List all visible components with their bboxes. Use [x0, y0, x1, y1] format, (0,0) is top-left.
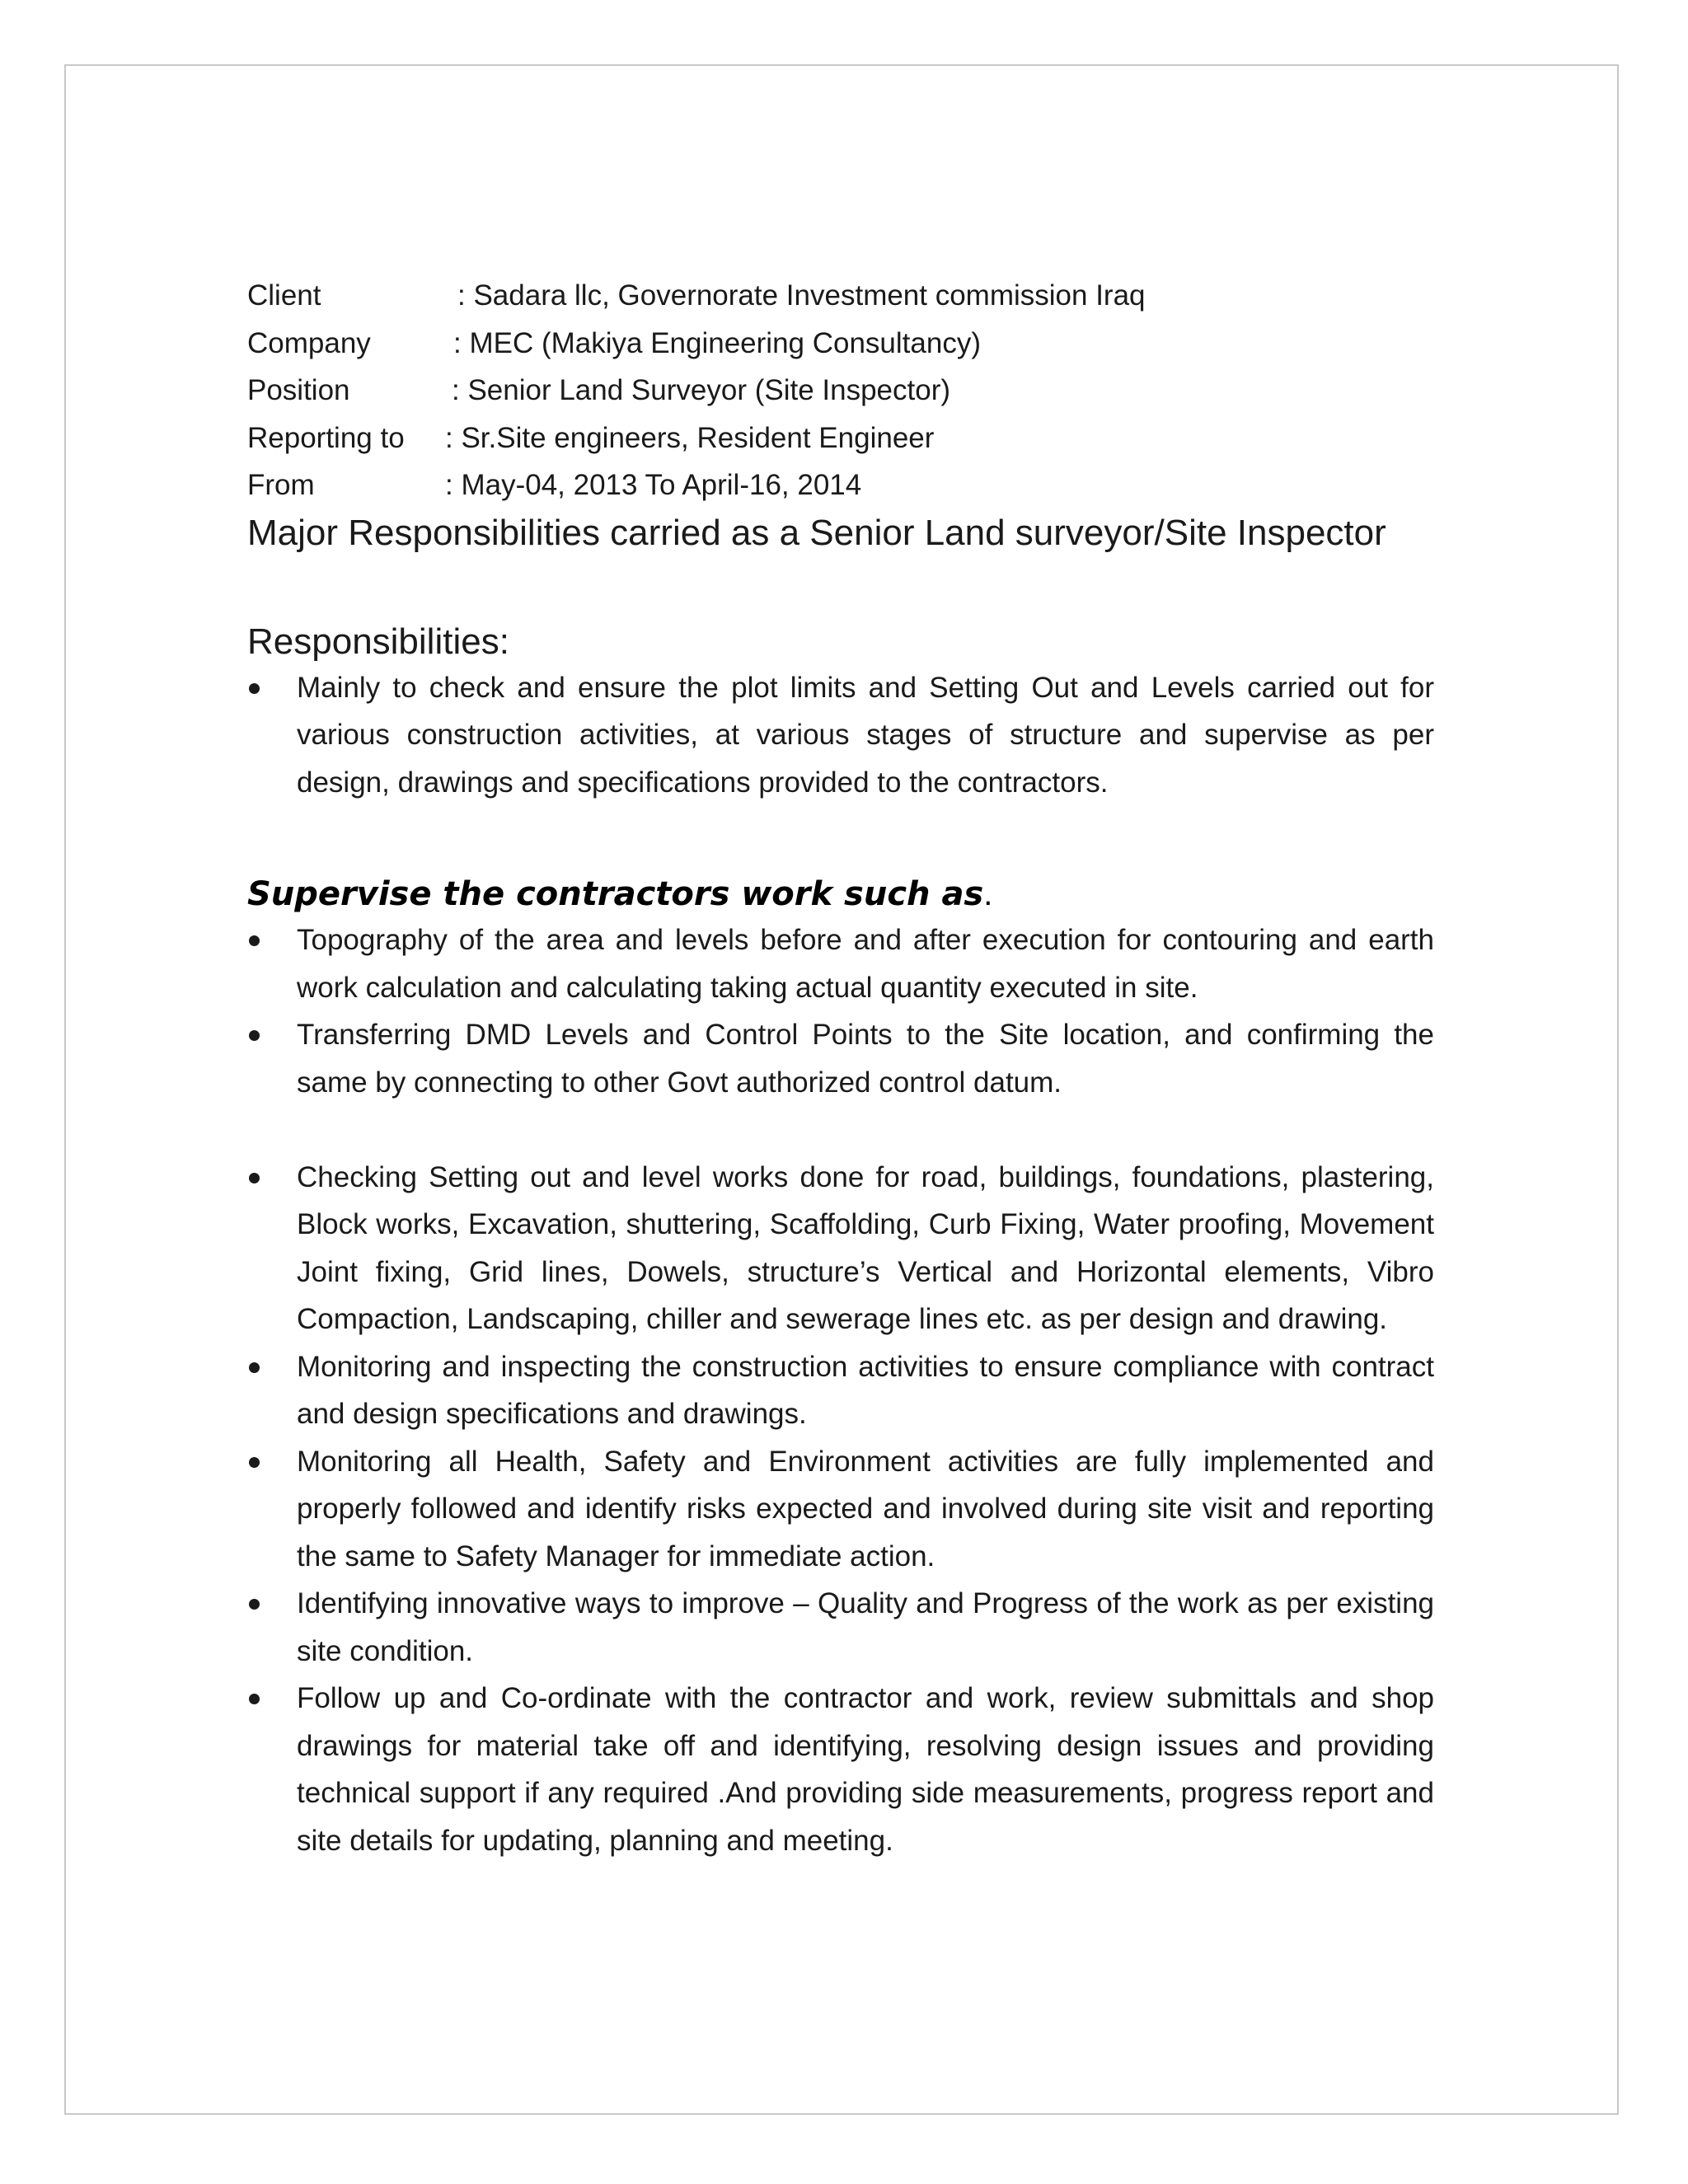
- list-item: [247, 1438, 1434, 1581]
- info-value: : Senior Land Surveyor (Site Inspector): [452, 374, 951, 406]
- bullet-icon: [249, 1457, 260, 1468]
- info-label: Position: [247, 374, 350, 406]
- info-label: From: [247, 469, 315, 501]
- list-item-text: Checking Setting out and level works done for road, buildings, foundations, plastering, Block works, Excavation, shuttering, Scaffolding, Curb Fixing, Water proofing, Movement Joint fixing, Grid lines, Dowels, structure’s Vertical and Horizontal elements, Vibro Compaction, Landscaping, chiller and sewerage lines etc. as per design and drawing.: [297, 1160, 1434, 1335]
- responsibilities-heading: Responsibilities:: [247, 621, 509, 662]
- info-label: Client: [247, 279, 321, 312]
- info-row-client: [247, 272, 1434, 320]
- info-label: Reporting to: [247, 421, 405, 454]
- list-item-text: Follow up and Co-ordinate with the contractor and work, review submittals and shop drawings for material take off and identifying, resolving design issues and providing technical support if any required .And providing side measurements, progress report and site details for updating, planning and meeting.: [297, 1682, 1434, 1857]
- list-item: [247, 1580, 1434, 1675]
- list-item-text: Transferring DMD Levels and Control Points to the Site location, and confirming the same by connecting to other Govt authorized control datum.: [297, 1019, 1434, 1099]
- info-row-reporting-to: [247, 415, 1434, 462]
- info-value: : Sr.Site engineers, Resident Engineer: [445, 421, 935, 454]
- supervise-list: [247, 916, 1434, 1106]
- list-item: [247, 1154, 1434, 1343]
- list-item-text: Mainly to check and ensure the plot limits and Setting Out and Levels carried out for various construction activities, at various stages of structure and supervise as per design, drawings and specifications provided to the contractors.: [297, 671, 1434, 799]
- info-value: : Sadara llc, Governorate Investment commission Iraq: [457, 279, 1146, 312]
- list-item: [247, 1011, 1434, 1106]
- list-item-text: Identifying innovative ways to improve – Quality and Progress of the work as per existing site condition.: [297, 1587, 1434, 1667]
- supervise-heading-text: Supervise the contractors work such as: [247, 875, 984, 913]
- list-spacer: [247, 1106, 1434, 1154]
- bullet-icon: [249, 1173, 260, 1183]
- list-item: [247, 1675, 1434, 1864]
- supervise-list-continued: [247, 1154, 1434, 1865]
- responsibilities-list: [247, 664, 1434, 807]
- list-item-text: Monitoring all Health, Safety and Environment activities are fully implemented and properly followed and identify risks expected and involved during site visit and reporting the same to Safety Manager for immediate action.: [297, 1445, 1434, 1572]
- bullet-icon: [249, 1030, 260, 1041]
- list-item: [247, 1343, 1434, 1438]
- major-responsibilities-heading: Major Responsibilities carried as a Senior Land surveyor/Site Inspector: [247, 512, 1386, 553]
- supervise-heading-period: .: [983, 876, 993, 912]
- info-value: : May-04, 2013 To April-16, 2014: [445, 469, 862, 501]
- bullet-icon: [249, 935, 260, 946]
- list-item: [247, 916, 1434, 1011]
- list-item: [247, 664, 1434, 807]
- bullet-icon: [249, 1362, 260, 1373]
- document-content: [247, 272, 1434, 1864]
- job-info-table: [247, 272, 1434, 509]
- bullet-icon: [249, 1599, 260, 1610]
- info-value: : MEC (Makiya Engineering Consultancy): [453, 326, 981, 359]
- bullet-icon: [249, 683, 260, 694]
- info-label: Company: [247, 326, 371, 359]
- list-item-text: Monitoring and inspecting the construction activities to ensure compliance with contract and design specifications and drawings.: [297, 1350, 1434, 1430]
- supervise-heading: [247, 872, 1434, 916]
- bullet-icon: [249, 1694, 260, 1704]
- info-row-company: [247, 320, 1434, 368]
- info-row-position: [247, 367, 1434, 415]
- list-item-text: Topography of the area and levels before and after execution for contouring and earth work calculation and calculating taking actual quantity executed in site.: [297, 924, 1434, 1004]
- info-row-from: [247, 462, 1434, 509]
